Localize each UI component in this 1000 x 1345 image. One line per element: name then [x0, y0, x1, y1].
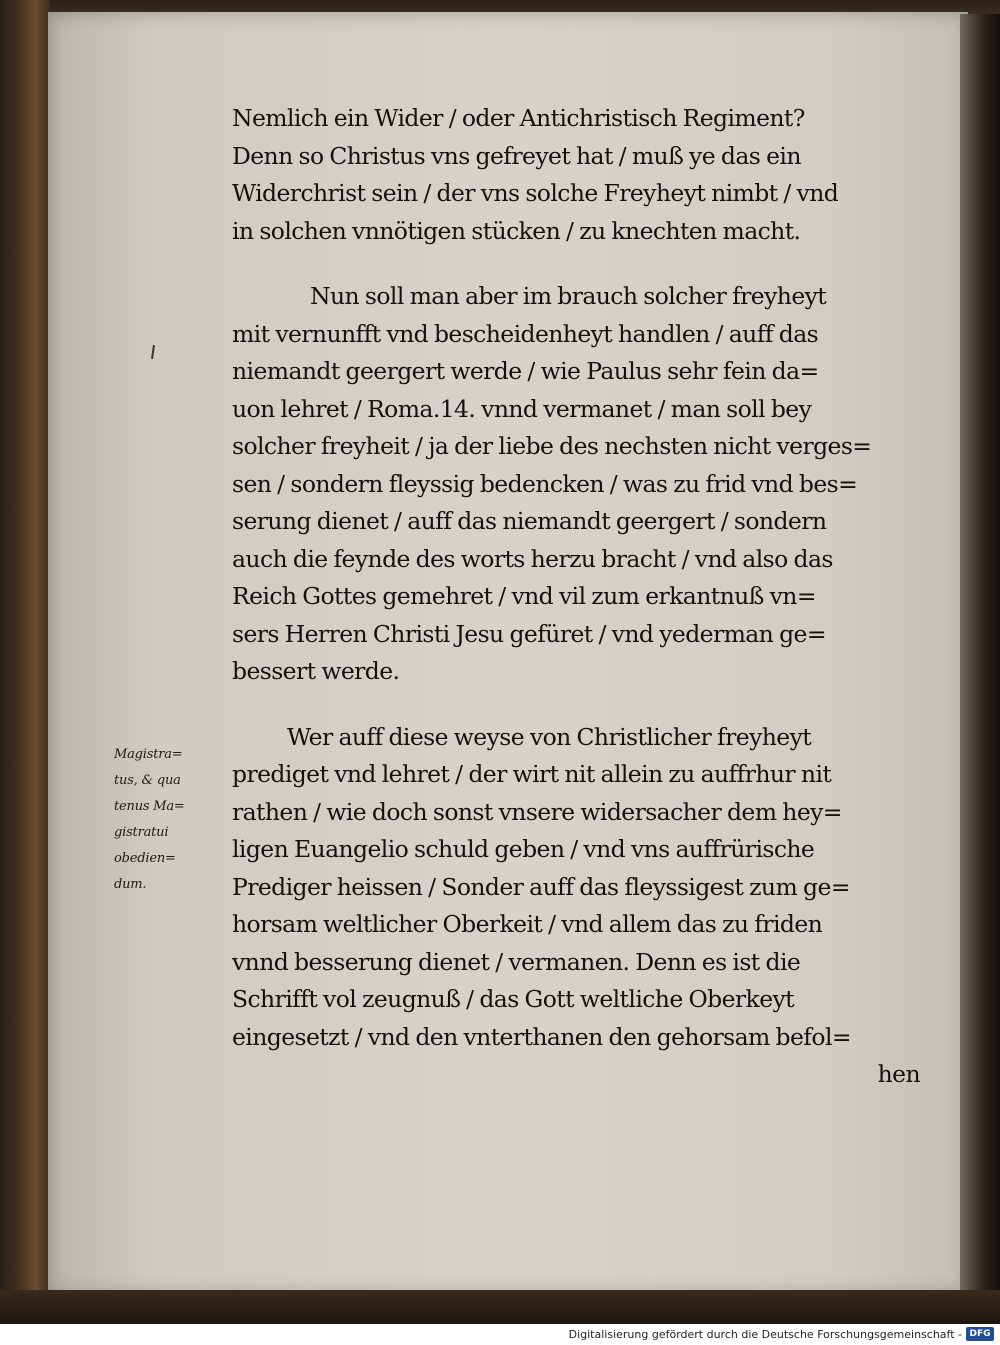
- text-line: niemandt geergert werde / wie Paulus sehr fein da=: [232, 357, 819, 385]
- paragraph-2: [232, 278, 932, 691]
- paragraph-3: [232, 719, 932, 1094]
- marginal-note: [114, 742, 232, 898]
- text-line: auch die feynde des worts herzu bracht / vnd also das: [232, 544, 833, 573]
- binding-left: [0, 0, 50, 1324]
- text-line: vnnd besserung dienet / vermanen. Denn es ist die: [232, 947, 801, 976]
- text-line: Wer auff diese weyse von Christlicher freyheyt: [287, 722, 812, 751]
- text-line: serung dienet / auff das niemandt geergert / sondern: [232, 507, 827, 535]
- text-line: Widerchrist sein / der vns solche Freyheyt nimbt / vnd: [232, 179, 839, 207]
- dfg-logo-icon: DFG: [966, 1327, 994, 1341]
- text-line: Denn so Christus vns gefreyet hat / muß ye das ein: [232, 141, 801, 170]
- footer-bar: [0, 1324, 1000, 1345]
- page-gutter-shadow: [960, 14, 1000, 1294]
- text-line: prediget vnd lehret / der wirt nit allein zu auffrhur nit: [232, 760, 832, 788]
- text-line: in solchen vnnötigen stücken / zu knechten macht.: [232, 216, 801, 245]
- funding-notice: Digitalisierung gefördert durch die Deutsche Forschungsgemeinschaft -: [568, 1328, 962, 1341]
- binding-bottom: [0, 1290, 1000, 1324]
- margin-note-line: tenus Ma=: [114, 799, 185, 814]
- text-line: Schrifft vol zeugnuß / das Gott weltliche Oberkeyt: [232, 985, 795, 1013]
- margin-note-line: obedien=: [114, 851, 176, 866]
- text-line: uon lehret / Roma.14. vnnd vermanet / man soll bey: [232, 394, 812, 423]
- text-line: Reich Gottes gemehret / vnd vil zum erkantnuß vn=: [232, 582, 816, 610]
- text-line: horsam weltlicher Oberkeit / vnd allem das zu friden: [232, 910, 823, 938]
- text-line: Nemlich ein Wider / oder Antichristisch Regiment?: [232, 104, 805, 132]
- text-line: solcher freyheit / ja der liebe des nechsten nicht verges=: [232, 432, 872, 460]
- text-line: mit vernunfft vnd bescheidenheyt handlen / auff das: [232, 319, 819, 348]
- text-line: sers Herren Christi Jesu gefüret / vnd yederman ge=: [232, 619, 826, 648]
- paragraph-1: [232, 100, 932, 250]
- margin-note-line: gistratui: [114, 825, 169, 840]
- text-line: rathen / wie doch sonst vnsere widersacher dem hey=: [232, 797, 842, 826]
- margin-note-line: Magistra=: [114, 747, 183, 762]
- margin-note-line: dum.: [114, 877, 147, 892]
- text-line: bessert werde.: [232, 657, 400, 685]
- body-text: [232, 100, 932, 1094]
- text-line: eingesetzt / vnd den vnterthanen den gehorsam befol=: [232, 1022, 851, 1051]
- text-line: sen / sondern fleyssig bedencken / was zu frid vnd bes=: [232, 469, 858, 498]
- catchword: hen: [877, 1060, 920, 1088]
- text-line: ligen Euangelio schuld geben / vnd vns auffrürische: [232, 835, 815, 863]
- text-line: Prediger heissen / Sonder auff das fleyssigest zum ge=: [232, 872, 850, 901]
- margin-note-line: tus, & qua: [114, 773, 181, 788]
- text-line: Nun soll man aber im brauch solcher freyheyt: [310, 282, 827, 310]
